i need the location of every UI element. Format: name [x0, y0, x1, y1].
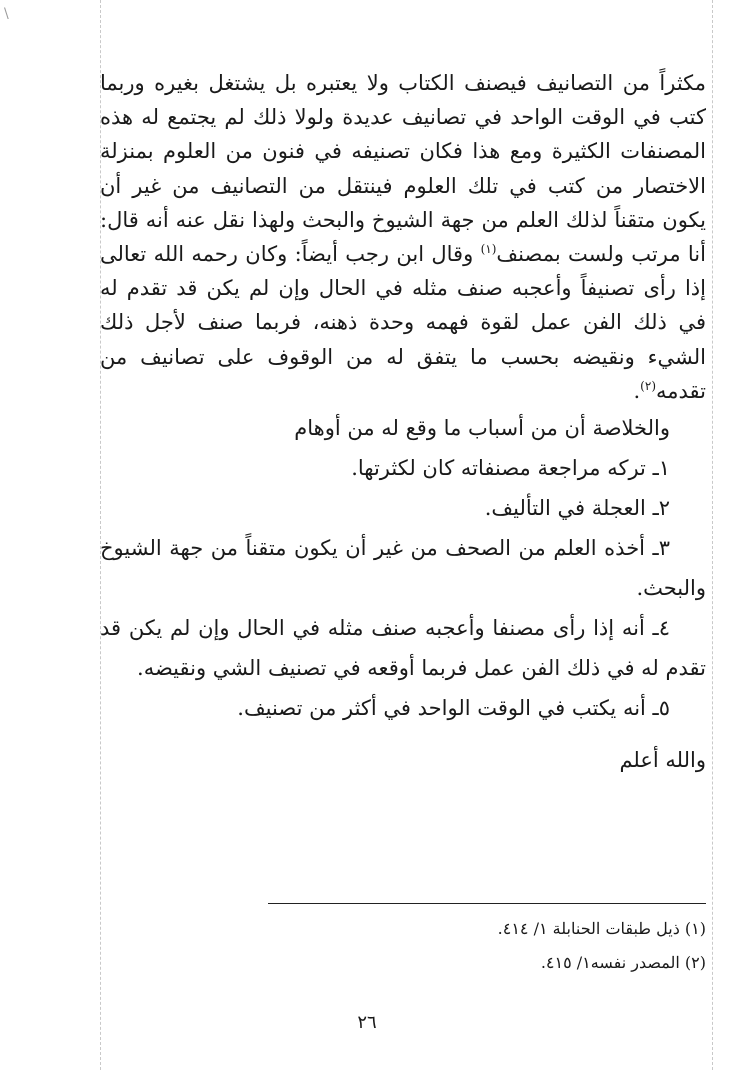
list-item: ٤ـ أنه إذا رأى مصنفا وأعجبه صنف مثله في الحال وإن لم يكن قد تقدم له في ذلك الفن عمل فربما أوقعه في تصنيف الشي ونقيضه. — [100, 616, 706, 681]
footnote: (١) ذيل طبقات الحنابلة ١/ ٤١٤. — [497, 919, 706, 938]
paragraph-text: وقال ابن رجب أيضاً: وكان رحمه الله تعالى إذا رأى تصنيفاً وأعجبه صنف مثله في الحال وإن لم يكن قد تقدم له في ذلك الفن عمل لقوة فهمه وحدة ذهنه، فربما صنف لأجل ذلك الشيء ونقيضه بحسب ما يتفق له من الوقوف على تصانيف من تقدمه — [100, 242, 706, 403]
list-item: ١ـ تركه مراجعة مصنفاته كان لكثرتها. — [351, 456, 670, 481]
list-item: ٣ـ أخذه العلم من الصحف من غير أن يكون متقناً من جهة الشيوخ والبحث. — [100, 536, 706, 601]
list-item: ٢ـ العجلة في التأليف. — [484, 496, 670, 521]
main-text — [100, 66, 706, 780]
footnote-divider — [268, 903, 706, 904]
footnote: (٢) المصدر نفسه١/ ٤١٥. — [540, 953, 706, 972]
margin-guide-right — [712, 0, 713, 1070]
footnotes — [100, 912, 706, 980]
footnote-marker[interactable]: (٢) — [640, 378, 656, 393]
closing-phrase: والله أعلم — [619, 748, 706, 773]
page-number: ٢٦ — [357, 1012, 377, 1033]
footnote-marker[interactable]: (١) — [480, 242, 497, 257]
summary-line: والخلاصة أن من أسباب ما وقع له من أوهام — [294, 416, 670, 441]
paragraph — [100, 66, 706, 408]
paragraph-text: مكثراً من التصانيف فيصنف الكتاب ولا يعتبره بل يشتغل بغيره وربما كتب في الوقت الواحد في تصانيف عديدة ولولا ذلك لم يجتمع له هذه المصنفات الكثيرة ومع هذا فكان تصنيفه في فنون من العلوم بمنزلة الاختصار من كتب في تلك العلوم فينتقل من التصانيف من غير أن يكون متقناً لذلك العلم من جهة الشيوخ والبحث ولهذا نقل عنه أنه قال: أنا مرتب ولست بمصنف — [100, 71, 706, 267]
list-item: ٥ـ أنه يكتب في الوقت الواحد في أكثر من تصنيف. — [237, 696, 670, 721]
paragraph-end-mark: . — [633, 378, 641, 403]
corner-mark: \ — [4, 6, 9, 22]
